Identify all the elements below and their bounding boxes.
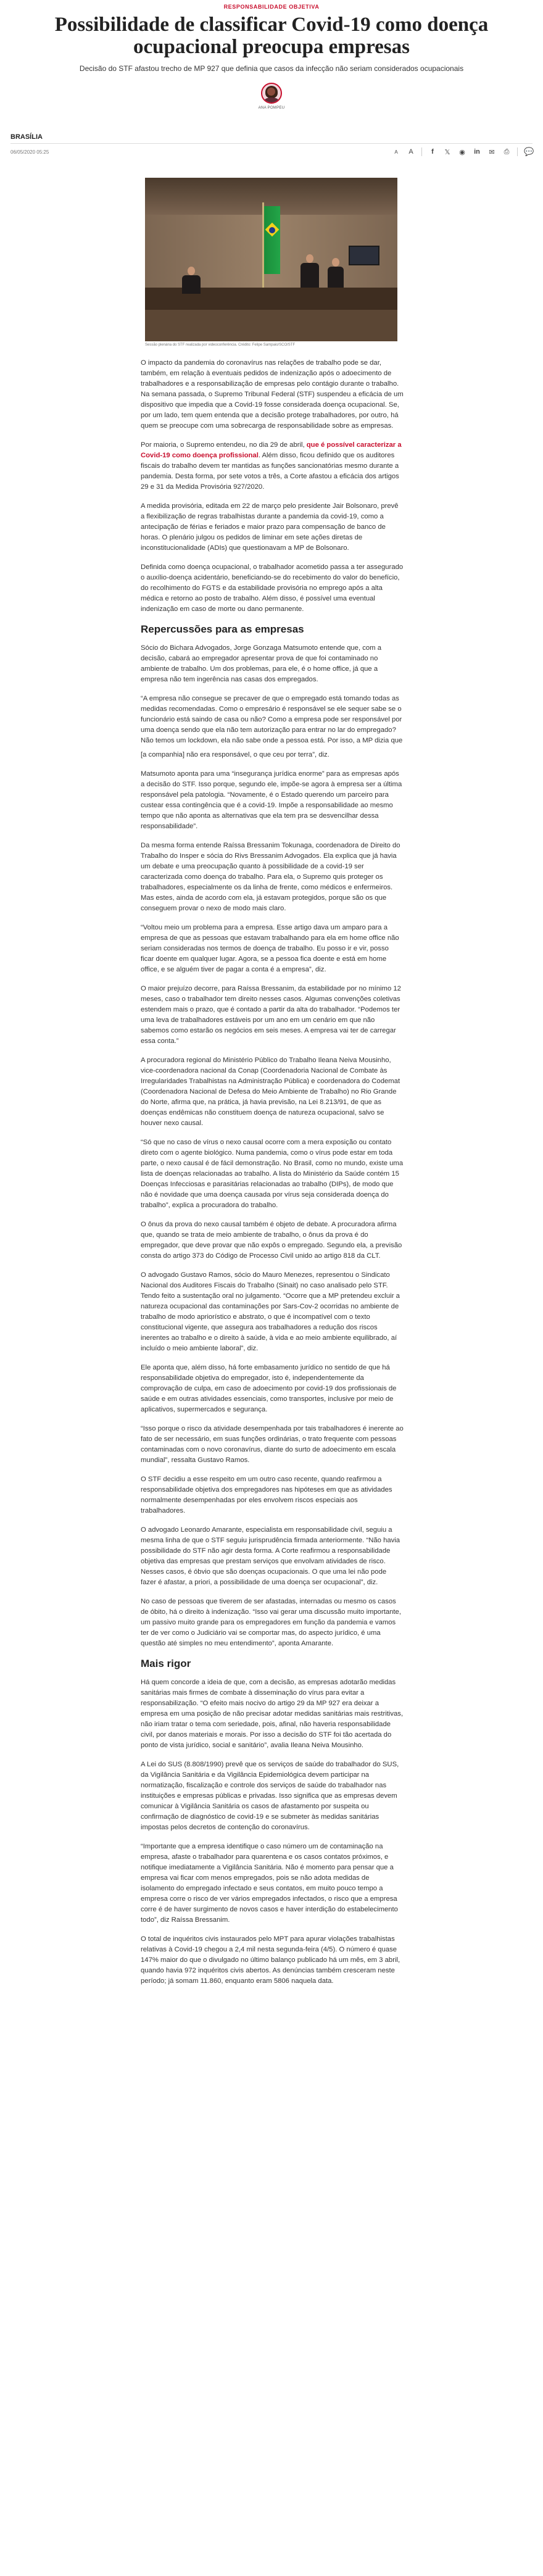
author-portrait-icon[interactable] [261,83,282,104]
paragraph: Ele aponta que, além disso, há forte embasamento jurídico no sentido de que há responsabilidade objetiva do empregador, isto é, independentemente da comprovação de culpa, em caso de adoecimento por covid-19 dos profissionais de saúde e em outras atividades essenciais, como transportes, inclusive por meio de aplicativos, supermercados e segurança. [141,1364,397,1413]
person-figure [182,275,201,294]
linkedin-icon[interactable]: in [474,148,480,156]
kicker[interactable]: RESPONSABILIDADE OBJETIVA [223,4,320,10]
paragraph: O STF decidiu a esse respeito em um outro caso recente, quando reafirmou a responsabilidade objetiva dos empregadores nas hipóteses em que as atividades normalmente desempenhadas por eles envolvem riscos especiais aos trabalhadores. [141,1476,392,1514]
article-meta [10,133,533,157]
facebook-icon[interactable]: f [431,148,434,156]
paragraph: “Importante que a empresa identifique o caso número um de contaminação na empresa, afaste o trabalhador para quarentena e os casos contatos próximos, e notifique imediatamente a Vigilância Sanitária. Não é momento para pensar que a empresa vai ficar com menos empregados, pois se não adota medidas de isolamento do empregado infectado e seus contatos, em muito pouco tempo a empresa corre o risco de ver vários empregados infectados, o risco que a empresa corre é de haver surgimento de novos casos e haver interdição do estabelecimento todo”, diz Raíssa Bressanim. [141,1843,398,1924]
brazil-flag-icon [264,206,280,274]
paragraph: “A empresa não consegue se precaver de que o empregado está tomando todas as medidas recomendadas. Como o empresário é responsável se ele sequer sabe se o funcionário está saindo de casa ou não? Como a empresa pode ser responsável por uma doença sendo que ela não tem autorização para entrar no lar do empregado? Não temos um lockdown, ela não sabe onde a pessoa está. Por isso, a MP dizia que [141,695,403,744]
video-screen-icon [349,246,379,265]
paragraph: Da mesma forma entende Raíssa Bressanim Tokunaga, coordenadora de Direito do Trabalho do Insper e sócia do Rivs Bressanim Advogados. Ela explica que já havia um debate e uma preocupação quanto à possibilidade de a covid-19 ser caracterizada como doença do trabalho. Para ela, o Supremo quis proteger os trabalhadores, especialmente os da linha de frente, como médicos e enfermeiros. Mas estes, ainda de acordo com ela, já estavam protegidos, porque são os que conseguem provar o nexo de modo mais claro. [141,842,400,912]
share-toolbar [392,147,533,157]
subheading: Repercussões para as empresas [141,623,304,635]
comment-icon[interactable]: 💬 [524,147,534,156]
paragraph: A Lei do SUS (8.808/1990) prevê que os serviços de saúde do trabalhador do SUS, da Vigilância Sanitária e da Vigilância Epidemiológica devem participar na normatização, fiscalização e controle dos serviços de saúde do trabalhador nas instituições e empresas públicas e privadas. Isso significa que as empresas devem comunicar à Vigilância Sanitária os casos de afastamento por suspeita ou confirmação de diagnóstico de covid-19 e se submeter às medidas sanitárias impostas pelos decretos de contenção do coronavírus. [141,1761,399,1831]
toolbar-divider [517,147,518,156]
subhead: Decisão do STF afastou trecho de MP 927 que definia que casos da infecção não seriam considerados ocupacionais [79,64,464,73]
paragraph: A medida provisória, editada em 22 de março pelo presidente Jair Bolsonaro, prevê a flexibilização de regras trabalhistas durante a pandemia da covid-19, como a antecipação de férias e feriados e maior prazo para compensação de banco de horas. O plenário julgou os pedidos de liminar em sete ações diretas de inconstitucionalidade (ADIs) que questionavam a MP de Bolsonaro. [141,502,399,552]
person-figure [301,263,319,288]
paragraph: “Só que no caso de vírus o nexo causal ocorre com a mera exposição ou contato direto com o agente biológico. Numa pandemia, como o vírus pode estar em toda parte, o nexo causal é de fácil demonstração. No Brasil, como no mundo, existe uma lista de doenças relacionadas ao trabalho. A lista do Ministério da Saúde contém 15 Doenças Infecciosas e parasitárias relacionadas ao trabalho (DIPs), de modo que não é novidade que uma doença causada por vírus seja considerada doença do trabalho”, explica a procuradora do trabalho. [141,1139,404,1209]
paragraph: O ônus da prova do nexo causal também é objeto de debate. A procuradora afirma que, quando se trata de meio ambiente de trabalho, o ônus da prova é do empregador, que deve provar que não expôs o empregado. Segundo ela, a previsão consta do artigo 373 do Código de Processo Civil unido ao artigo 818 da CLT. [141,1221,402,1260]
publish-date: 06/05/2020 05:25 [10,149,49,155]
paragraph: “Voltou meio um problema para a empresa. Esse artigo dava um amparo para a empresa de que as pessoas que estavam trabalhando para ela em home office não seriam consideradas nos termos de doença de trabalho. Eu posso ir e vir, posso ficar doente em qualquer lugar. Agora, se a pessoa fica doente e está em home office, e se alguém tiver de pagar a conta é a empresa”, diz. [141,924,399,973]
print-icon[interactable]: ⎙ [504,147,510,156]
email-icon[interactable]: ✉ [489,148,495,156]
subheading: Mais rigor [141,1658,191,1669]
article-header [0,0,543,110]
paragraph: O total de inquéritos civis instaurados pelo MPT para apurar violações trabalhistas relativas à Covid-19 chegou a 2,4 mil nesta segunda-feira (4/5). O número é quase 147% maior do que o divulgado no último balanço publicado há um mês, em 3 abril, quando havia 972 inquéritos civis abertos. As denúncias também cresceram neste período; já somam 11.860, enquanto eram 5806 naquela data. [141,1935,400,1985]
meta-row [10,143,533,157]
paragraph-text: Por maioria, o Supremo entendeu, no dia 29 de abril, [141,441,307,449]
section-label: BRASÍLIA [10,133,43,141]
font-increase-button[interactable]: A [408,148,413,156]
paragraph: Definida como doença ocupacional, o trabalhador acometido passa a ter assegurado o auxílio-doença acidentário, beneficiando-se do recebimento do valor do benefício, do recolhimento do FGTS e da estabilidade provisória no emprego após a alta médica e retorno ao posto de trabalho. Além disso, é possível uma eventual indenização em caso de morte ou dano permanente. [141,563,404,613]
paragraph: “Isso porque o risco da atividade desempenhada por tais trabalhadores é inerente ao fato de ser necessário, em suas funções ordinárias, o trato frequente com pessoas contaminadas com o novo coronavírus, diante do surto de adoecimento em escala mundial”, ressalta Gustavo Ramos. [141,1425,404,1464]
paragraph: O maior prejuízo decorre, para Raíssa Bressanim, da estabilidade por no mínimo 12 meses, caso o trabalhador tem direito nesses casos. Algumas convenções coletivas estendem mais o prazo, que é contado a partir da alta do trabalhador. “Podemos ter uma leva de trabalhadores estáveis por um ano em um cenário em que não sabemos como estarão os negócios em seis meses. A empresa vai ter de carregar essa conta.” [141,985,401,1045]
paragraph: Há quem concorde a ideia de que, com a decisão, as empresas adotarão medidas sanitárias mais firmes de combate à disseminação do vírus para evitar a responsabilização. “O efeito mais nocivo do artigo 29 da MP 927 era deixar a empresa em uma posição de não precisar adotar medidas sanitárias mais restritivas, não iriam tratar o tema com seriedade, pois, afinal, não haveria responsabilidade civil, por danos materiais e morais. Por isso a decisão do STF foi tão acertada do ponto de vista jurídico, social e sanitário”, avalia Ileana Neiva Mousinho. [141,1679,404,1749]
font-decrease-button[interactable]: A [394,149,398,155]
twitter-icon[interactable]: 𝕏 [444,148,450,156]
headline: Possibilidade de classificar Covid-19 como doença ocupacional preocupa empresas [54,14,489,58]
image-caption: Sessão plenária do STF realizada por videoconferência. Crédito: Felipe Sampaio/SCO/STF [145,343,296,347]
hero-image [145,178,397,341]
paragraph: O impacto da pandemia do coronavírus nas relações de trabalho pode se dar, também, em relação à eventuais pedidos de indenização após o adoecimento de trabalhadores e a responsabilização de empresas pelo contágio durante o trabalho. Na semana passada, o Supremo Tribunal Federal (STF) suspendeu a eficácia de um dispositivo que impedia que a Covid-19 fosse considerada doença ocupacional. Se, por um lado, tem quem entenda que a decisão protege trabalhadores, por outro, há quem se preocupe com uma sobrecarga de responsabilidade sobre as empresas. [141,359,404,430]
person-figure [328,267,344,288]
highlight-link[interactable]: que é possível caracterizar a Covid-19 como doença profissional [141,441,402,459]
author-block[interactable] [0,83,543,110]
paragraph [141,440,404,492]
paragraph: O advogado Gustavo Ramos, sócio do Mauro Menezes, representou o Sindicato Nacional dos Auditores Fiscais do Trabalho (Sinait) no caso analisado pelo STF. Tendo feito a sustentação oral no julgamento. “Ocorre que a MP pretendeu excluir a natureza ocupacional das contaminações por Sars-Cov-2 ocorridas no ambiente de trabalho de modo apriorístico e abstrato, o que é incompatível com o texto constitucional vigente, que assegura aos trabalhadores a redução dos riscos inerentes ao trabalho e o direito à saúde, à vida e ao meio ambiente equilibrado, aí incluído o meio ambiente laboral”, diz. [141,1271,400,1352]
paragraph: O advogado Leonardo Amarante, especialista em responsabilidade civil, seguiu a mesma linha de que o STF seguiu jurisprudência firmada anteriormente. “Não havia possibilidade do STF não agir desta forma. A Corte reafirmou a responsabilidade objetiva das empresas que prestam serviços que envolvam atividades de risco. Nesses casos, é óbvio que são doenças ocupacionais. O que uma lei não pode fazer é afastar, a priori, a possibilidade de uma doença ser ocupacional”, diz. [141,1526,400,1586]
paragraph: Sócio do Bichara Advogados, Jorge Gonzaga Matsumoto entende que, com a decisão, cabará ao empregador apresentar prova de que foi contaminado no ambiente de trabalho. Um dos problemas, para ele, é o home office, já que a empresa não tem ingerência nas casas dos empregados. [141,644,381,683]
paragraph: A procuradora regional do Ministério Público do Trabalho Ileana Neiva Mousinho, vice-coordenadora nacional da Conap (Coordenadoria Nacional de Combate às Irregularidades Trabalhistas na Administração Pública) e coordenadora do Codemat (Coordenadora Nacional de Defesa do Meio Ambiente de Trabalho) no Rio Grande do Norte, afirma que, na prática, já havia previsão, na Lei 8.213/91, de que as doenças endêmicas não constituem doença de natureza ocupacional, salvo se houver nexo causal. [141,1057,400,1127]
article-body [141,358,404,1995]
paragraph-text: . Além disso, ficou definido que os auditores fiscais do trabalho devem ter mantidas as funções sancionatórias mesmo durante a pandemia. Desta forma, por sete votos a três, a Corte afastou a eficácia dos artigos 29 e 31 da Medida Provisória 927/2020. [141,452,399,491]
toolbar-divider [421,147,422,156]
paragraph: Matsumoto aponta para uma “insegurança jurídica enorme” para as empresas após a decisão do STF. Isso porque, segundo ele, impõe-se agora à empresa ser a última responsável pela patologia. “Novamente, é o Estado querendo um parceiro para custear essa contingência que é a covid-19. Impõe a responsabilidade ao mesmo tempo que não aponta as alternativas que ela tem pra se desvencilhar dessa responsabilidade”. [141,770,402,830]
author-name[interactable]: ANA POMPEU [258,106,285,110]
paragraph: No caso de pessoas que tiverem de ser afastadas, internadas ou mesmo os casos de óbito, há o direito à indenização. “Isso vai gerar uma discussão muito importante, um passivo muito grande para os empregadores em função da pandemia e vamos ter de ver como o Judiciário vai se comportar mas, do aspecto jurídico, é uma questão até simples no meu entendimento”, aponta Amarante. [141,1598,401,1647]
whatsapp-icon[interactable]: ◉ [459,148,465,156]
paragraph: [a companhia] não era responsável, o que ceu por terra”, diz. [141,751,330,758]
